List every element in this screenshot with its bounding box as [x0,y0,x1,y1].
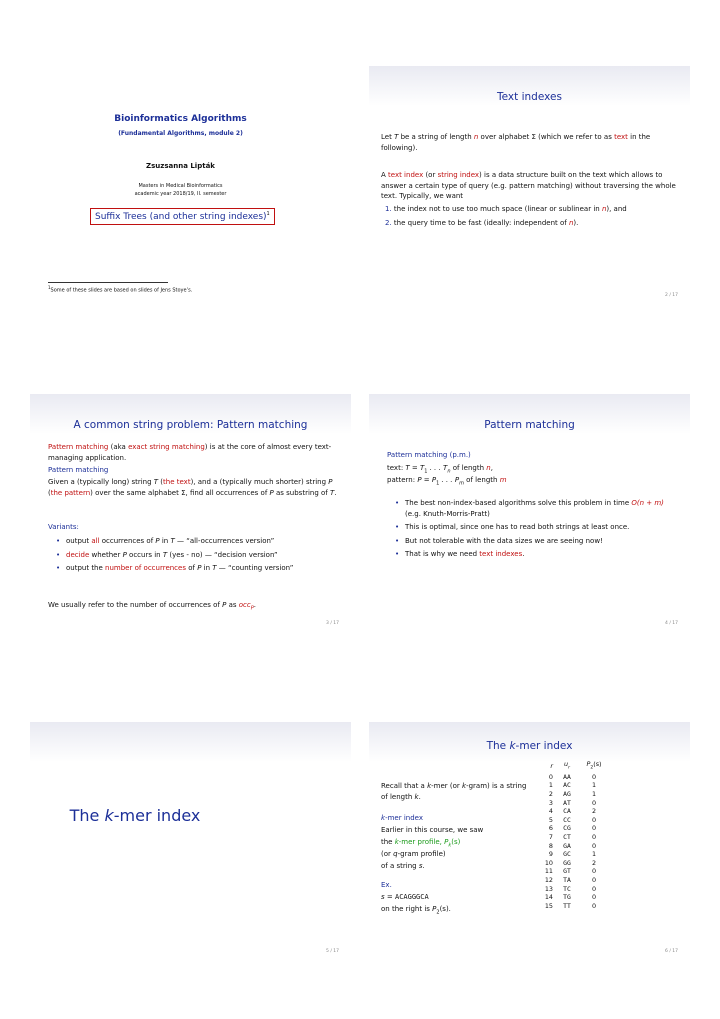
count-cell: 0 [591,884,597,893]
table-row [532,781,610,790]
count-cell: 0 [591,824,597,833]
count-cell: 0 [591,833,597,842]
kmer-cell: CG [563,824,571,833]
rank-cell: 15 [544,901,553,910]
slide2-title: Text indexes [497,91,562,103]
rank-cell: 5 [548,815,553,824]
table-row [532,867,610,876]
kmer-profile-table [532,760,610,910]
boxed-title-text: Suffix Trees (and other string indexes) [95,212,267,222]
rank-cell: 10 [544,858,553,867]
table-row [532,807,610,816]
footnote-number: 1 [48,285,51,290]
slide-4 [369,394,690,632]
slide2-paragraph-2: A text index (or string index) is a data structure built on the text which allows to answer a certain type of query (e.g. pattern matching) without traversing the whole text. Typically, we want [381,171,676,200]
count-cell: 0 [591,798,597,807]
rank-cell: 9 [548,850,553,859]
kmer-cell: GT [563,867,571,876]
bullet-linear-time: • The best non-index-based algorithms solve this problem in time O(n + m) (e.g. Knuth-Morris-Pratt) [395,498,675,519]
slide3-variants-list [56,536,336,577]
slide6-earlier: Earlier in this course, we saw [381,826,484,834]
slide-1 [30,66,351,304]
slide6-example-string: s = ACAGGGCA [381,893,429,901]
rank-cell: 7 [548,833,553,842]
slide3-definition: Given a (typically long) string T (the text), and a (typically much shorter) string P (the pattern) over the same alphabet Σ, find all occurrences of P as substring of T. [48,478,337,497]
footnote-mark: 1 [266,211,270,217]
rank-cell: 14 [544,893,553,902]
slide-6 [369,722,690,960]
table-row [532,893,610,902]
bullet-need-indexes: • That is why we need text indexes. [395,549,675,560]
slide1-subtitle: (Fundamental Algorithms, module 2) [118,130,243,137]
kmer-cell: TG [563,893,571,902]
kmer-cell: AC [563,781,571,790]
bullet-not-tolerable: • But not tolerable with the data sizes we are seeing now! [395,536,675,547]
count-cell: 1 [591,781,597,790]
slide1-author: Zsuzsanna Lipták [146,162,215,170]
slide4-title: Pattern matching [484,419,575,431]
slide2-paragraph-1: Let T be a string of length n over alphabet Σ (which we refer to as text in the following). [381,133,651,152]
count-cell: 0 [591,815,597,824]
rank-cell: 13 [544,884,553,893]
table-row [532,842,610,851]
slide6-qgram: (or q-gram profile) [381,850,446,858]
page-number: 6 / 17 [665,949,678,954]
page-number: 2 / 17 [665,293,678,298]
slide-3 [30,394,351,632]
count-cell: 0 [591,876,597,884]
slide1-program: Masters in Medical Bioinformatics [138,183,223,189]
count-cell: 0 [591,893,597,902]
slide6-kmer-heading: k-mer index [381,814,423,822]
table-row [532,902,610,911]
slide4-text-line: text: $T = T_1$ . . . $T_n$ of length n, [387,464,493,475]
slide4-pattern-line: pattern: $P = P_1$ . . . $P_m$ of length m [387,476,507,487]
table-row [532,824,610,833]
table-row [532,773,610,782]
table-row [532,850,610,859]
table-row [532,790,610,799]
rank-cell: 8 [548,841,553,850]
rank-cell: 11 [544,867,553,876]
count-cell: 0 [591,867,597,876]
count-cell: 1 [591,790,597,799]
kmer-table-header [532,760,610,773]
slide1-title: Bioinformatics Algorithms [114,114,247,124]
slide-2 [369,66,690,304]
page-number: 4 / 17 [665,621,678,626]
slide6-profile: the k-mer profile, $P_k(s)$ [381,838,461,849]
count-cell: 0 [591,841,597,850]
slide6-example-heading: Ex. [381,881,392,889]
table-row [532,885,610,894]
kmer-cell: AA [563,772,571,781]
slide6-example-note: on the right is $P_2(s)$. [381,905,451,916]
kmer-cell: AG [563,790,571,799]
count-cell: 2 [591,807,597,816]
kmer-cell: TC [563,884,571,893]
footnote [48,285,192,294]
kmer-cell: GG [563,858,571,867]
slide6-title: The k-mer index [486,740,573,752]
slide3-definition-heading: Pattern matching [48,466,109,474]
rank-cell: 3 [548,798,553,807]
slide2-item-2: 2. the query time to be fast (ideally: independent of n). [385,219,579,227]
slide1-year: academic year 2018/19, II. semester [134,191,227,197]
slide3-title: A common string problem: Pattern matching [73,419,308,431]
table-row [532,833,610,842]
table-row [532,876,610,885]
kmer-cell: AT [563,798,571,807]
table-row [532,859,610,868]
table-row [532,799,610,808]
slide6-of-string: of a string s. [381,862,425,870]
column-u: $u_r$ [564,760,570,771]
count-cell: 1 [591,850,597,859]
count-cell: 0 [591,772,597,781]
rank-cell: 2 [548,790,553,799]
rank-cell: 0 [548,772,553,781]
column-profile: $P_2(s)$ [586,760,602,771]
kmer-cell: GC [563,850,571,859]
kmer-cell: CA [563,807,571,816]
page-number: 3 / 17 [326,621,339,626]
count-cell: 2 [591,858,597,867]
variant-decision: • decide whether P occurs in T (yes - no) — “decision version” [56,550,336,561]
bullet-optimal: • This is optimal, since one has to read both strings at least once. [395,522,675,533]
slide2-item-1: 1. the index not to use too much space (linear or sublinear in n), and [385,205,627,213]
slide3-intro: Pattern matching (aka exact string matching) is at the core of almost every text-managing application. [48,443,332,462]
table-row [532,816,610,825]
header-band [30,722,351,762]
slide1-boxed-title [90,208,275,225]
slide3-variants-heading: Variants: [48,523,79,531]
rank-cell: 1 [548,781,553,790]
variant-counting: • output the number of occurrences of P in T — “counting version” [56,563,336,574]
slide-5 [30,722,351,960]
slide5-section-title: The k-mer index [69,806,201,825]
variant-all-occurrences: • output all occurrences of P in T — “all-occurrences version” [56,536,336,547]
kmer-cell: GA [563,841,571,850]
slide4-bullets [395,498,675,563]
rank-cell: 6 [548,824,553,833]
kmer-table-body [532,773,610,911]
slide4-pm-heading: Pattern matching (p.m.) [387,451,471,459]
footnote-text: Some of these slides are based on slides of Jens Stoye’s. [50,287,193,294]
kmer-cell: CT [563,833,571,842]
kmer-cell: TA [563,876,571,884]
rank-cell: 12 [544,876,553,884]
rank-cell: 4 [548,807,553,816]
column-r: r [550,762,553,771]
slide3-occ-note: We usually refer to the number of occurrences of P as occ$_P$. [48,601,256,612]
kmer-cell: TT [563,901,571,910]
footnote-rule [48,282,168,283]
count-cell: 0 [591,901,597,910]
kmer-cell: CC [563,815,571,824]
slide6-recall: Recall that a k-mer (or k-gram) is a string of length k. [381,782,527,801]
page-number: 5 / 17 [326,949,339,954]
